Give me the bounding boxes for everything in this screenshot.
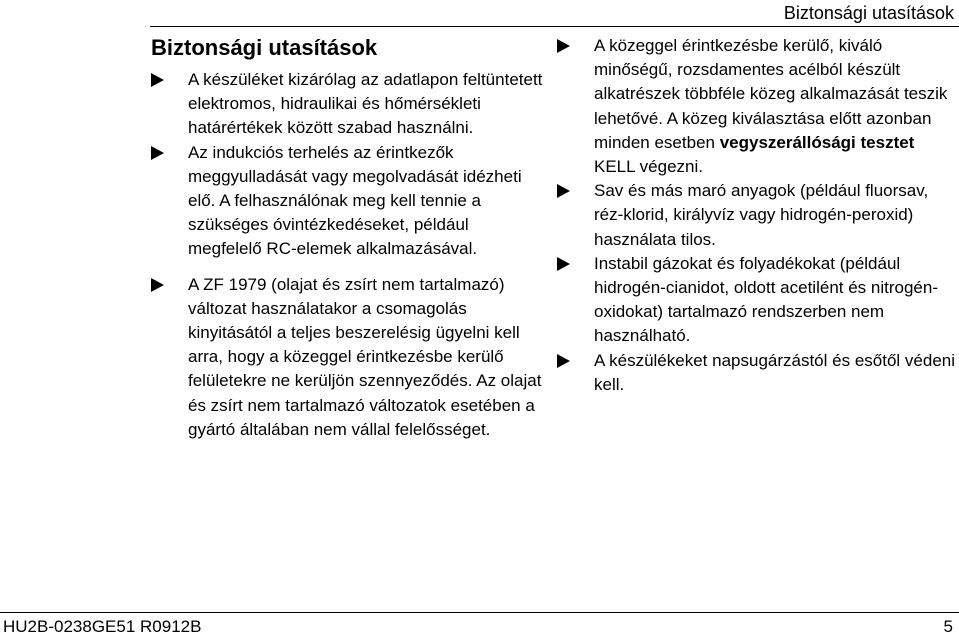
emphasis-text: vegyszerállósági tesztet — [719, 132, 915, 152]
header-divider — [150, 26, 959, 27]
section-heading: Biztonsági utasítások — [151, 35, 378, 60]
list-item — [151, 273, 546, 442]
triangle-bullet-icon — [557, 184, 570, 198]
triangle-bullet-icon — [557, 354, 570, 368]
triangle-bullet-icon — [151, 73, 164, 87]
triangle-bullet-icon — [151, 146, 164, 160]
footer-divider — [0, 612, 959, 613]
right-column — [557, 34, 957, 397]
list-item — [151, 141, 546, 262]
list-item-text: Sav és más maró anyagok (például fluorsav, réz-klorid, királyvíz vagy hidrogén-peroxid) használata tilos. — [594, 181, 929, 249]
list-item — [557, 179, 957, 252]
list-item-text: Az indukciós terhelés az érintkezők meggyulladását vagy megolvadását idézheti elő. A felhasználónak meg kell tennie a szükséges óvintézkedéseket, például megfelelő RC-elemek alkalmazásával. — [188, 142, 522, 259]
page-number: 5 — [943, 617, 953, 636]
document-code: HU2B-0238GE51 R0912B — [3, 617, 202, 636]
left-column — [151, 68, 546, 442]
list-item-text: Instabil gázokat és folyadékokat (például hidrogén-cianidot, oldott acetilént és nitrogén-oxidokat) tartalmazó rendszerben nem használható. — [594, 253, 938, 346]
triangle-bullet-icon — [151, 278, 164, 292]
list-item-text: A ZF 1979 (olajat és zsírt nem tartalmazó) változat használatakor a csomagolás kinyitásától a teljes beszerelésig ügyelni kell arra, hogy a közeggel érintkezésbe kerülő felületekre ne kerüljön szennyeződés. Az olajat és zsírt nem tartalmazó változatok esetében a gyártó általában nem vállal felelősséget. — [188, 274, 542, 439]
list-item — [557, 34, 957, 179]
triangle-bullet-icon — [557, 39, 570, 53]
list-item-text: A készüléket kizárólag az adatlapon feltüntetett elektromos, hidraulikai és hőmérsékleti határértékek között szabad használni. — [188, 70, 543, 138]
list-item — [151, 68, 546, 141]
list-item — [557, 252, 957, 349]
list-item-text: A közeggel érintkezésbe kerülő, kiváló minőségű, rozsdamentes acélból készült alkatrészek többféle közeg alkalmazását teszik lehetővé. A közeg kiválasztása előtt azonban minden esetben vegyszerállósági tesztet KELL végezni. — [594, 36, 948, 177]
list-item — [557, 349, 957, 397]
triangle-bullet-icon — [557, 257, 570, 271]
list-item-text: A készülékeket napsugárzástól és esőtől védeni kell. — [594, 350, 956, 394]
running-header-title: Biztonsági utasítások — [783, 3, 954, 23]
